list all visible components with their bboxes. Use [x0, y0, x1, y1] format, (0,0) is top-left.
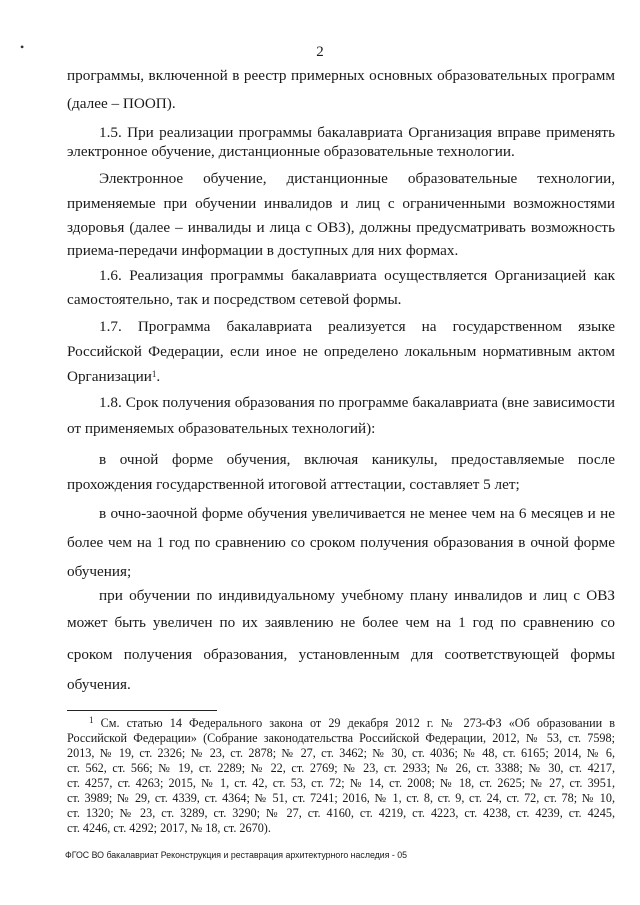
- body-line: 1.6. Реализация программы бакалавриата осуществляется Организацией как: [99, 267, 615, 284]
- body-line: 1.8. Срок получения образования по программе бакалавриата (вне зависимости: [99, 394, 615, 411]
- body-line: обучения;: [67, 563, 132, 580]
- footnote-ref: 1: [151, 369, 157, 379]
- body-line: в очной форме обучения, включая каникулы, предоставляемые после: [99, 451, 615, 468]
- body-line: 1.7. Программа бакалавриата реализуется на государственном языке: [99, 318, 615, 335]
- footnote-line: Российской Федерации» (Собрание законодательства Российской Федерации, 2012, № 53, ст. 7598;: [67, 731, 615, 745]
- body-line: применяемые при обучении инвалидов и лиц с ограниченными возможностями: [67, 195, 615, 212]
- body-line: прохождения государственной итоговой аттестации, составляет 5 лет;: [67, 476, 520, 493]
- footnote-number: 1: [89, 715, 94, 725]
- body-line: обучения.: [67, 676, 131, 693]
- body-line: программы, включенной в реестр примерных основных образовательных программ: [67, 67, 615, 84]
- footnote-line: ст. 562, ст. 566; № 19, ст. 2289; № 22, ст. 2769; № 23, ст. 2933; № 26, ст. 3388; № 30, ст. 4217,: [67, 761, 615, 775]
- footnote-separator: [67, 710, 217, 711]
- body-line: приема-передачи информации в доступных для них формах.: [67, 242, 459, 259]
- body-line: Российской Федерации, если иное не определено локальным нормативным актом: [67, 343, 615, 360]
- body-line: [67, 368, 615, 386]
- footnote-line-text: См. статью 14 Федерального закона от 29 декабря 2012 г. № 273-ФЗ «Об образовании в: [100, 716, 616, 730]
- footnote-line: ст. 1320; № 23, ст. 3289, ст. 3290; № 27, ст. 4160, ст. 4219, ст. 4223, ст. 4238, ст. 4239, ст. 4245,: [67, 806, 615, 820]
- line-end-dot: .: [156, 368, 161, 385]
- footnote-line: ст. 4257, ст. 4263; 2015, № 1, ст. 42, ст. 53, ст. 72; № 14, ст. 2008; № 18, ст. 2625; № 27, ст. 3951,: [67, 776, 615, 790]
- scan-mark: •: [20, 40, 25, 54]
- body-line: в очно-заочной форме обучения увеличивается не менее чем на 6 месяцев и не: [99, 505, 615, 522]
- footnote-line: ст. 3989; № 29, ст. 4339, ст. 4364; № 51, ст. 7241; 2016, № 1, ст. 8, ст. 9, ст. 24, ст. 72, ст. 78; № 10,: [67, 791, 615, 805]
- body-line: сроком получения образования, установленным для соответствующей формы: [67, 646, 615, 663]
- body-line: от применяемых образовательных технологий):: [67, 420, 376, 437]
- document-footer: ФГОС ВО бакалавриат Реконструкция и реставрация архитектурного наследия - 05: [65, 850, 408, 860]
- body-line: при обучении по индивидуальному учебному плану инвалидов и лиц с ОВЗ: [99, 587, 615, 604]
- body-line: более чем на 1 год по сравнению со сроком получения образования в очной форме: [67, 534, 615, 551]
- body-line: может быть увеличен по их заявлению не более чем на 1 год по сравнению со: [67, 614, 615, 631]
- page-number: 2: [316, 44, 324, 60]
- body-line: электронное обучение, дистанционные образовательные технологии.: [67, 143, 515, 160]
- body-line: (далее – ПООП).: [67, 95, 176, 112]
- body-line: здоровья (далее – инвалиды и лица с ОВЗ), должны предусматривать возможность: [67, 219, 615, 236]
- body-line: самостоятельно, так и посредством сетевой формы.: [67, 291, 402, 308]
- body-line: 1.5. При реализации программы бакалавриата Организация вправе применять: [99, 124, 615, 141]
- body-line: Электронное обучение, дистанционные образовательные технологии,: [99, 170, 615, 187]
- footnote-line: ст. 4246, ст. 4292; 2017, № 18, ст. 2670).: [67, 821, 271, 835]
- footnote-line: 2013, № 19, ст. 2326; № 23, ст. 2878; № 27, ст. 3462; № 30, ст. 4036; № 48, ст. 6165; 2014, № 6,: [67, 746, 615, 760]
- footnote-line: [89, 716, 615, 731]
- body-line-text: Организации: [67, 368, 152, 385]
